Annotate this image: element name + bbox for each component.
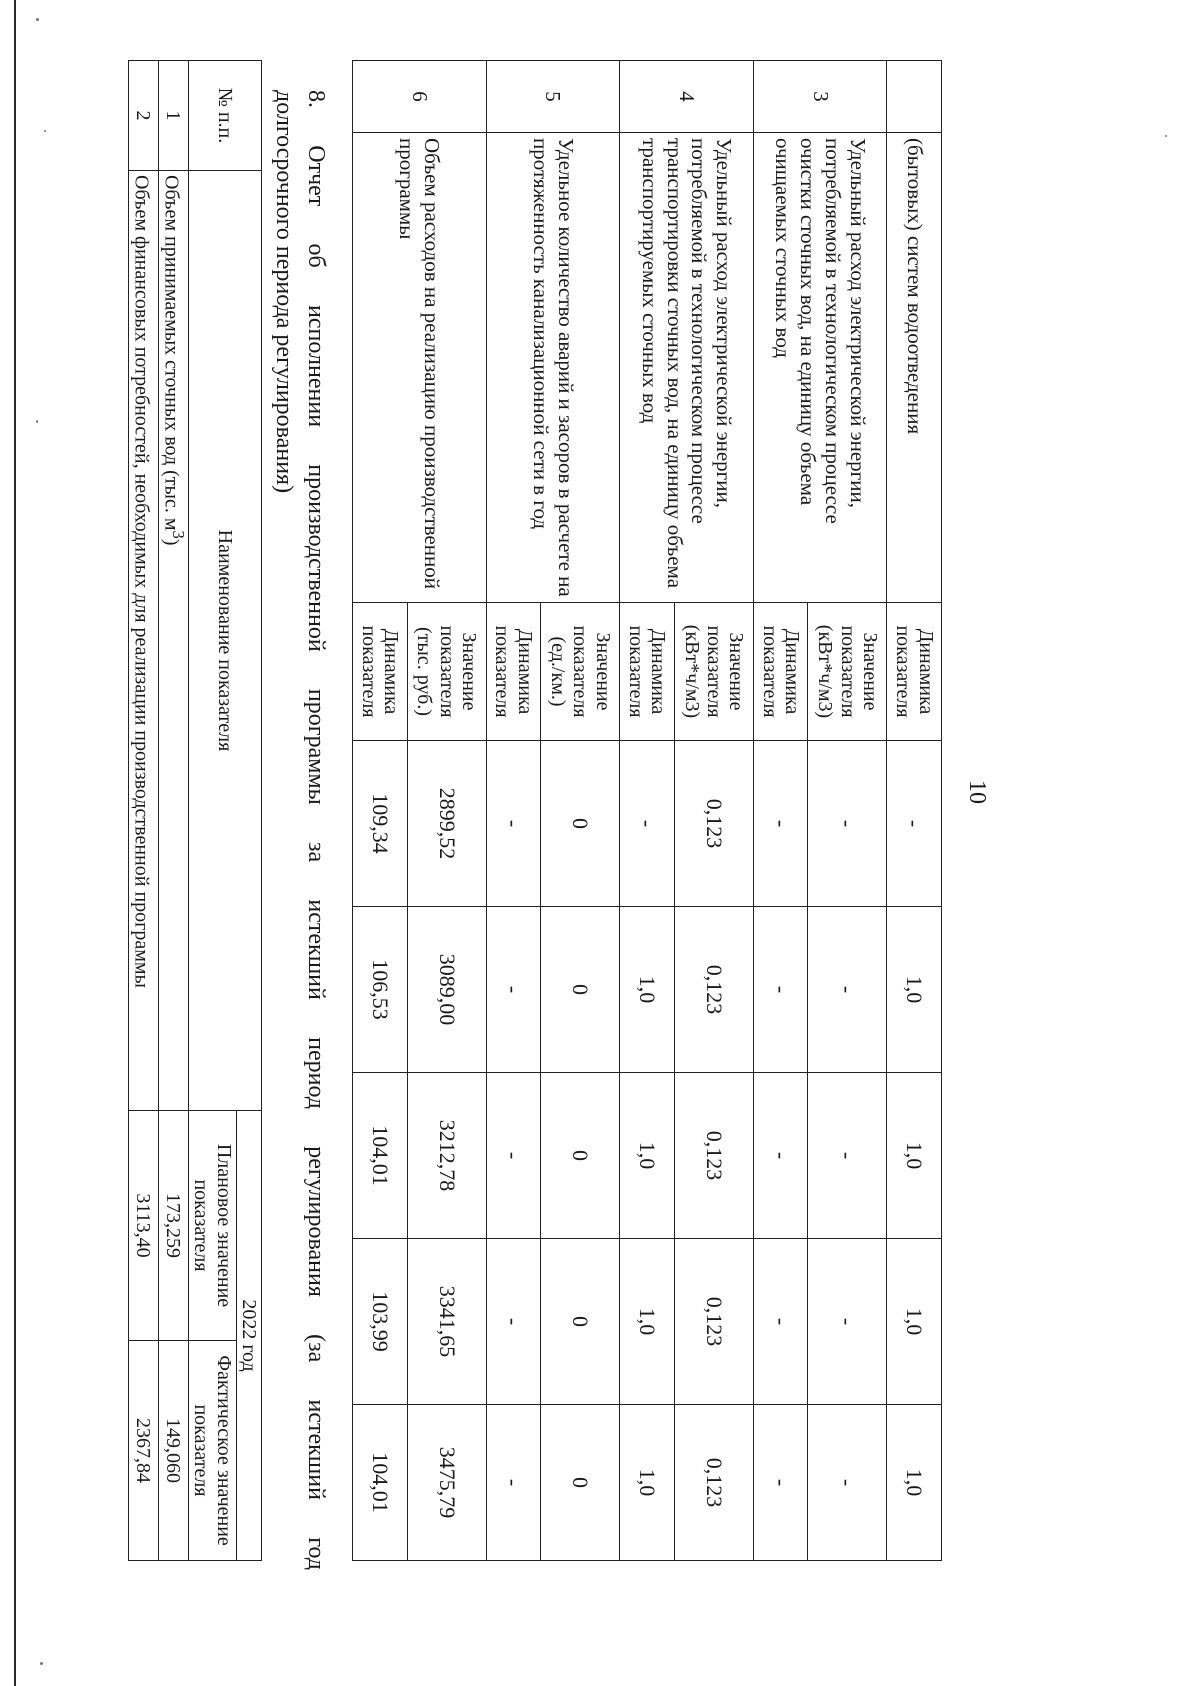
value-cell: 1,0 (620, 1405, 675, 1561)
indicator-name: (бытовых) систем водоотведения (887, 133, 942, 603)
table-row (674, 61, 753, 1561)
value-cell: 2899,52 (407, 741, 486, 907)
value-cell: 0 (541, 1405, 620, 1561)
value-cell: 104,01 (353, 1073, 408, 1239)
value-cell: - (486, 1239, 541, 1405)
header-fact: Фактическое значение показателя (188, 1341, 236, 1561)
scan-speck (36, 420, 38, 423)
row-number: 6 (353, 61, 487, 133)
scan-speck (40, 1662, 43, 1665)
section-title-line: долгосрочного периода регулирования) (271, 90, 297, 494)
section-8-title (268, 90, 332, 1570)
scan-speck (36, 18, 39, 21)
row-number: 4 (620, 61, 754, 133)
value-cell: - (486, 907, 541, 1073)
header-num: № п.п. (188, 61, 261, 171)
value-cell: 1,0 (620, 907, 675, 1073)
value-cell: 0 (541, 741, 620, 907)
value-cell: 3212,78 (407, 1073, 486, 1239)
table-header-row (236, 61, 261, 1561)
header-plan: Плановое значение показателя (188, 1111, 236, 1341)
value-cell: - (753, 1073, 808, 1239)
rotated-page-content (130, 60, 1112, 1570)
table-row (407, 61, 486, 1561)
indicator-kind: Динамика показателя (486, 603, 541, 741)
indicator-name: Объем расходов на реализацию производственной программы (353, 133, 487, 603)
indicator-kind: Значение показателя (тыс. руб.) (407, 603, 486, 741)
value-cell: 1,0 (887, 1405, 942, 1561)
table-row (158, 61, 188, 1561)
fact-value: 2367,84 (128, 1341, 158, 1561)
table-row (128, 61, 158, 1561)
page-number: 10 (964, 780, 990, 804)
value-cell: - (753, 907, 808, 1073)
value-cell: - (808, 907, 887, 1073)
value-cell: 109,34 (353, 741, 408, 907)
indicator-name-text: Объем принимаемых сточных вод (тыс. м (160, 175, 183, 531)
value-cell: 1,0 (620, 1073, 675, 1239)
value-cell: - (808, 1239, 887, 1405)
value-cell: 0 (541, 1239, 620, 1405)
scan-speck (1165, 135, 1167, 137)
plan-value: 3113,40 (128, 1111, 158, 1341)
unit-superscript: 3 (168, 530, 188, 539)
value-cell: 0,123 (674, 741, 753, 907)
section-title-line: 8. Отчет об исполнении производственной программы за истекший период регулирования (за истекший год (303, 90, 329, 1570)
value-cell: - (808, 741, 887, 907)
value-cell: - (753, 1239, 808, 1405)
indicator-kind: Динамика показателя (753, 603, 808, 741)
table-row (541, 61, 620, 1561)
value-cell: 0,123 (674, 1073, 753, 1239)
value-cell: 1,0 (887, 1073, 942, 1239)
indicator-kind: Значение показателя (кВт*ч/м3) (674, 603, 753, 741)
value-cell: - (486, 1073, 541, 1239)
indicator-name (128, 171, 158, 1111)
value-cell: - (808, 1405, 887, 1561)
value-cell: 1,0 (887, 907, 942, 1073)
indicator-kind: Динамика показателя (620, 603, 675, 741)
indicator-kind: Значение показателя (кВт*ч/м3) (808, 603, 887, 741)
fact-value: 149,060 (158, 1341, 188, 1561)
value-cell: - (753, 1405, 808, 1561)
value-cell: 103,99 (353, 1239, 408, 1405)
value-cell: - (620, 741, 675, 907)
row-number: 2 (128, 61, 158, 171)
value-cell: 1,0 (887, 1239, 942, 1405)
value-cell: - (887, 741, 942, 907)
program-report-table (128, 60, 262, 1561)
table-row (808, 61, 887, 1561)
value-cell: 3341,65 (407, 1239, 486, 1405)
table-row (887, 61, 942, 1561)
page-edge (14, 0, 16, 1686)
value-cell: 0,123 (674, 907, 753, 1073)
indicator-name: Удельное количество аварий и засоров в расчете на протяженность канализационной сети в год (486, 133, 620, 603)
indicator-kind: Динамика показателя (353, 603, 408, 741)
indicator-kind: Динамика показателя (887, 603, 942, 741)
indicator-name: Удельный расход электрической энергии, потребляемой в технологическом процессе очистки сточных вод, на единицу объема очищаемых сточных вод (753, 133, 887, 603)
value-cell: 0,123 (674, 1405, 753, 1561)
value-cell: - (808, 1073, 887, 1239)
value-cell: - (486, 1405, 541, 1561)
value-cell: 1,0 (620, 1239, 675, 1405)
row-number: 5 (486, 61, 620, 133)
value-cell: 104,01 (353, 1405, 408, 1561)
value-cell: 3475,79 (407, 1405, 486, 1561)
header-name: Наименование показателя (188, 171, 261, 1111)
value-cell: - (486, 741, 541, 907)
value-cell: 106,53 (353, 907, 408, 1073)
indicator-name-text: Объем финансовых потребностей, необходимых для реализации производственной программы (130, 175, 153, 988)
scan-speck (44, 130, 46, 132)
value-cell: 0,123 (674, 1239, 753, 1405)
indicator-name (158, 171, 188, 1111)
indicator-name: Удельный расход электрической энергии, потребляемой в технологическом процессе транспортировки сточных вод, на единицу объема транспортируемых сточных вод (620, 133, 754, 603)
value-cell: - (753, 741, 808, 907)
row-number: 1 (158, 61, 188, 171)
row-number: 3 (753, 61, 887, 133)
indicators-table (352, 60, 942, 1561)
plan-value: 173,259 (158, 1111, 188, 1341)
value-cell: 3089,00 (407, 907, 486, 1073)
row-number (887, 61, 942, 133)
indicator-kind: Значение показателя (ед./км.) (541, 603, 620, 741)
value-cell: 0 (541, 1073, 620, 1239)
header-year: 2022 год (236, 1111, 261, 1561)
value-cell: 0 (541, 907, 620, 1073)
indicator-name-end: ) (160, 538, 183, 546)
